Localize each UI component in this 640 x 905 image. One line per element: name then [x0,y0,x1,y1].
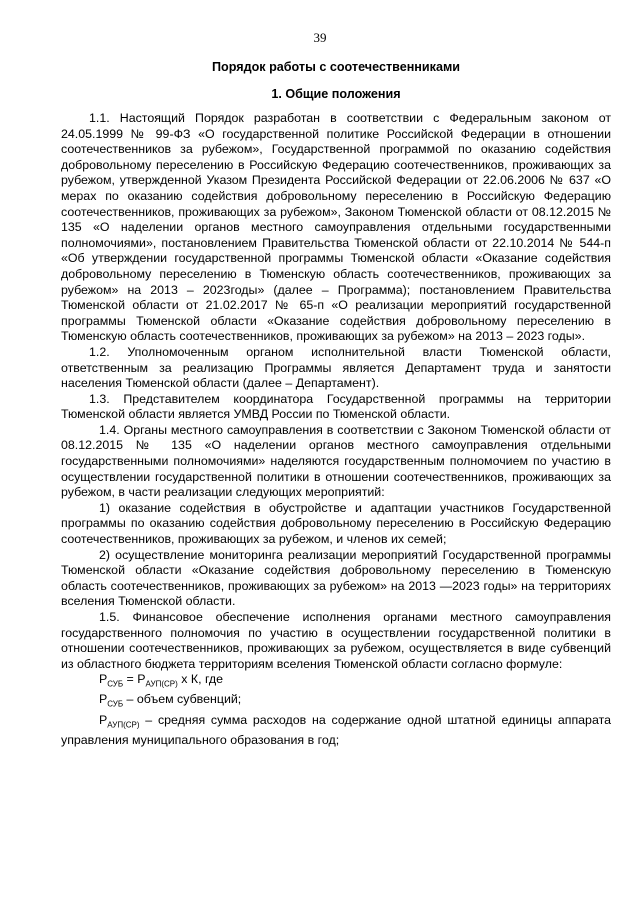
formula-definition-1 [61,692,611,712]
definition-var: Р [99,712,108,727]
document-title: Порядок работы с соотечественниками [211,60,461,74]
paragraph-1-4-item-2: 2) осуществление мониторинга реализации мероприятий Государственной программы Тюменской области «Оказание содействия добровольному переселению в Тюменскую область соотечественников, проживающих за рубежом» на 2013 —2023 годы» на территориях вселения Тюменской области. [61,547,611,609]
definition-var: Р [99,692,108,707]
formula-subscript: СУБ [107,679,124,689]
definition-text: – объем субвенций; [123,692,242,707]
definition-text: – средняя сумма расходов на содержание одной штатной единицы аппарата управления муниципального образования в год; [61,712,611,747]
formula-definition-2 [61,713,611,749]
subvention-formula [61,672,611,692]
formula-tail: х К, где [177,672,224,687]
formula-operator: = Р [123,672,146,687]
paragraph-1-2: 1.2. Уполномоченным органом исполнительной власти Тюменской области, ответственным за реализацию Программы является Департамент труда и занятости населения Тюменской области (далее – Департамент). [61,344,611,391]
paragraph-1-4-item-1: 1) оказание содействия в обустройстве и адаптации участников Государственной программы по оказанию содействия добровольному переселению в Российскую Федерацию соотечественников, проживающих за рубежом, и членов их семей; [61,500,611,547]
formula-subscript: АУП(СР) [145,679,178,689]
document-body [61,58,611,748]
formula-var: Р [99,672,108,687]
paragraph-1-1: 1.1. Настоящий Порядок разработан в соответствии с Федеральным законом от 24.05.1999 № 99-ФЗ «О государственной политике Российской Федерации в отношении соотечественников за рубежом», Государственной программой по оказанию содействия добровольному переселению в Российскую Федерацию соотечественников, проживающих за рубежом, утвержденной Указом Президента Российской Федерации от 22.06.2006 № 637 «О мерах по оказанию содействия добровольному переселению в Российскую Федерацию соотечественников, проживающих за рубежом», Законом Тюменской области от 08.12.2015 № 135 «О наделении органов местного самоуправления отдельными государственными полномочиями», постановлением Правительства Тюменской области от 22.10.2014 № 544-п «Об утверждении государственной программы Тюменской области «Оказание содействия добровольному переселению в Тюменскую область соотечественников, проживающих за рубежом» на 2013 – 2023годы» (далее – Программа); постановлением Правительства Тюменской области от 21.02.2017 № 65-п «О реализации мероприятий государственной программы Тюменской области «Оказание содействия добровольному переселению в Тюменскую область соотечественников, проживающих за рубежом» на 2013 – 2023 годы». [61,111,611,344]
section-heading: 1. Общие положения [271,87,401,101]
paragraph-1-3: 1.3. Представителем координатора Государственной программы на территории Тюменской области является УМВД России по Тюменской области. [61,391,611,422]
paragraph-1-5: 1.5. Финансовое обеспечение исполнения органами местного самоуправления государственного полномочия по участию в осуществлении государственной политики в отношении соотечественников, проживающих за рубежом, осуществляется в виде субвенций из областного бюджета территориям вселения Тюменской области согласно формуле: [61,610,611,671]
paragraph-1-4: 1.4. Органы местного самоуправления в соответствии с Законом Тюменской области от 08.12.2015 № 135 «О наделении органов местного самоуправления отдельными государственными полномочиями» наделяются государственным полномочием по участию в осуществлении государственной политики в отношении соотечественников, проживающих за рубежом, в части реализации следующих мероприятий: [61,422,611,500]
page-number: 39 [313,30,327,45]
definition-subscript: СУБ [107,699,124,709]
definition-subscript: АУП(СР) [107,719,140,729]
